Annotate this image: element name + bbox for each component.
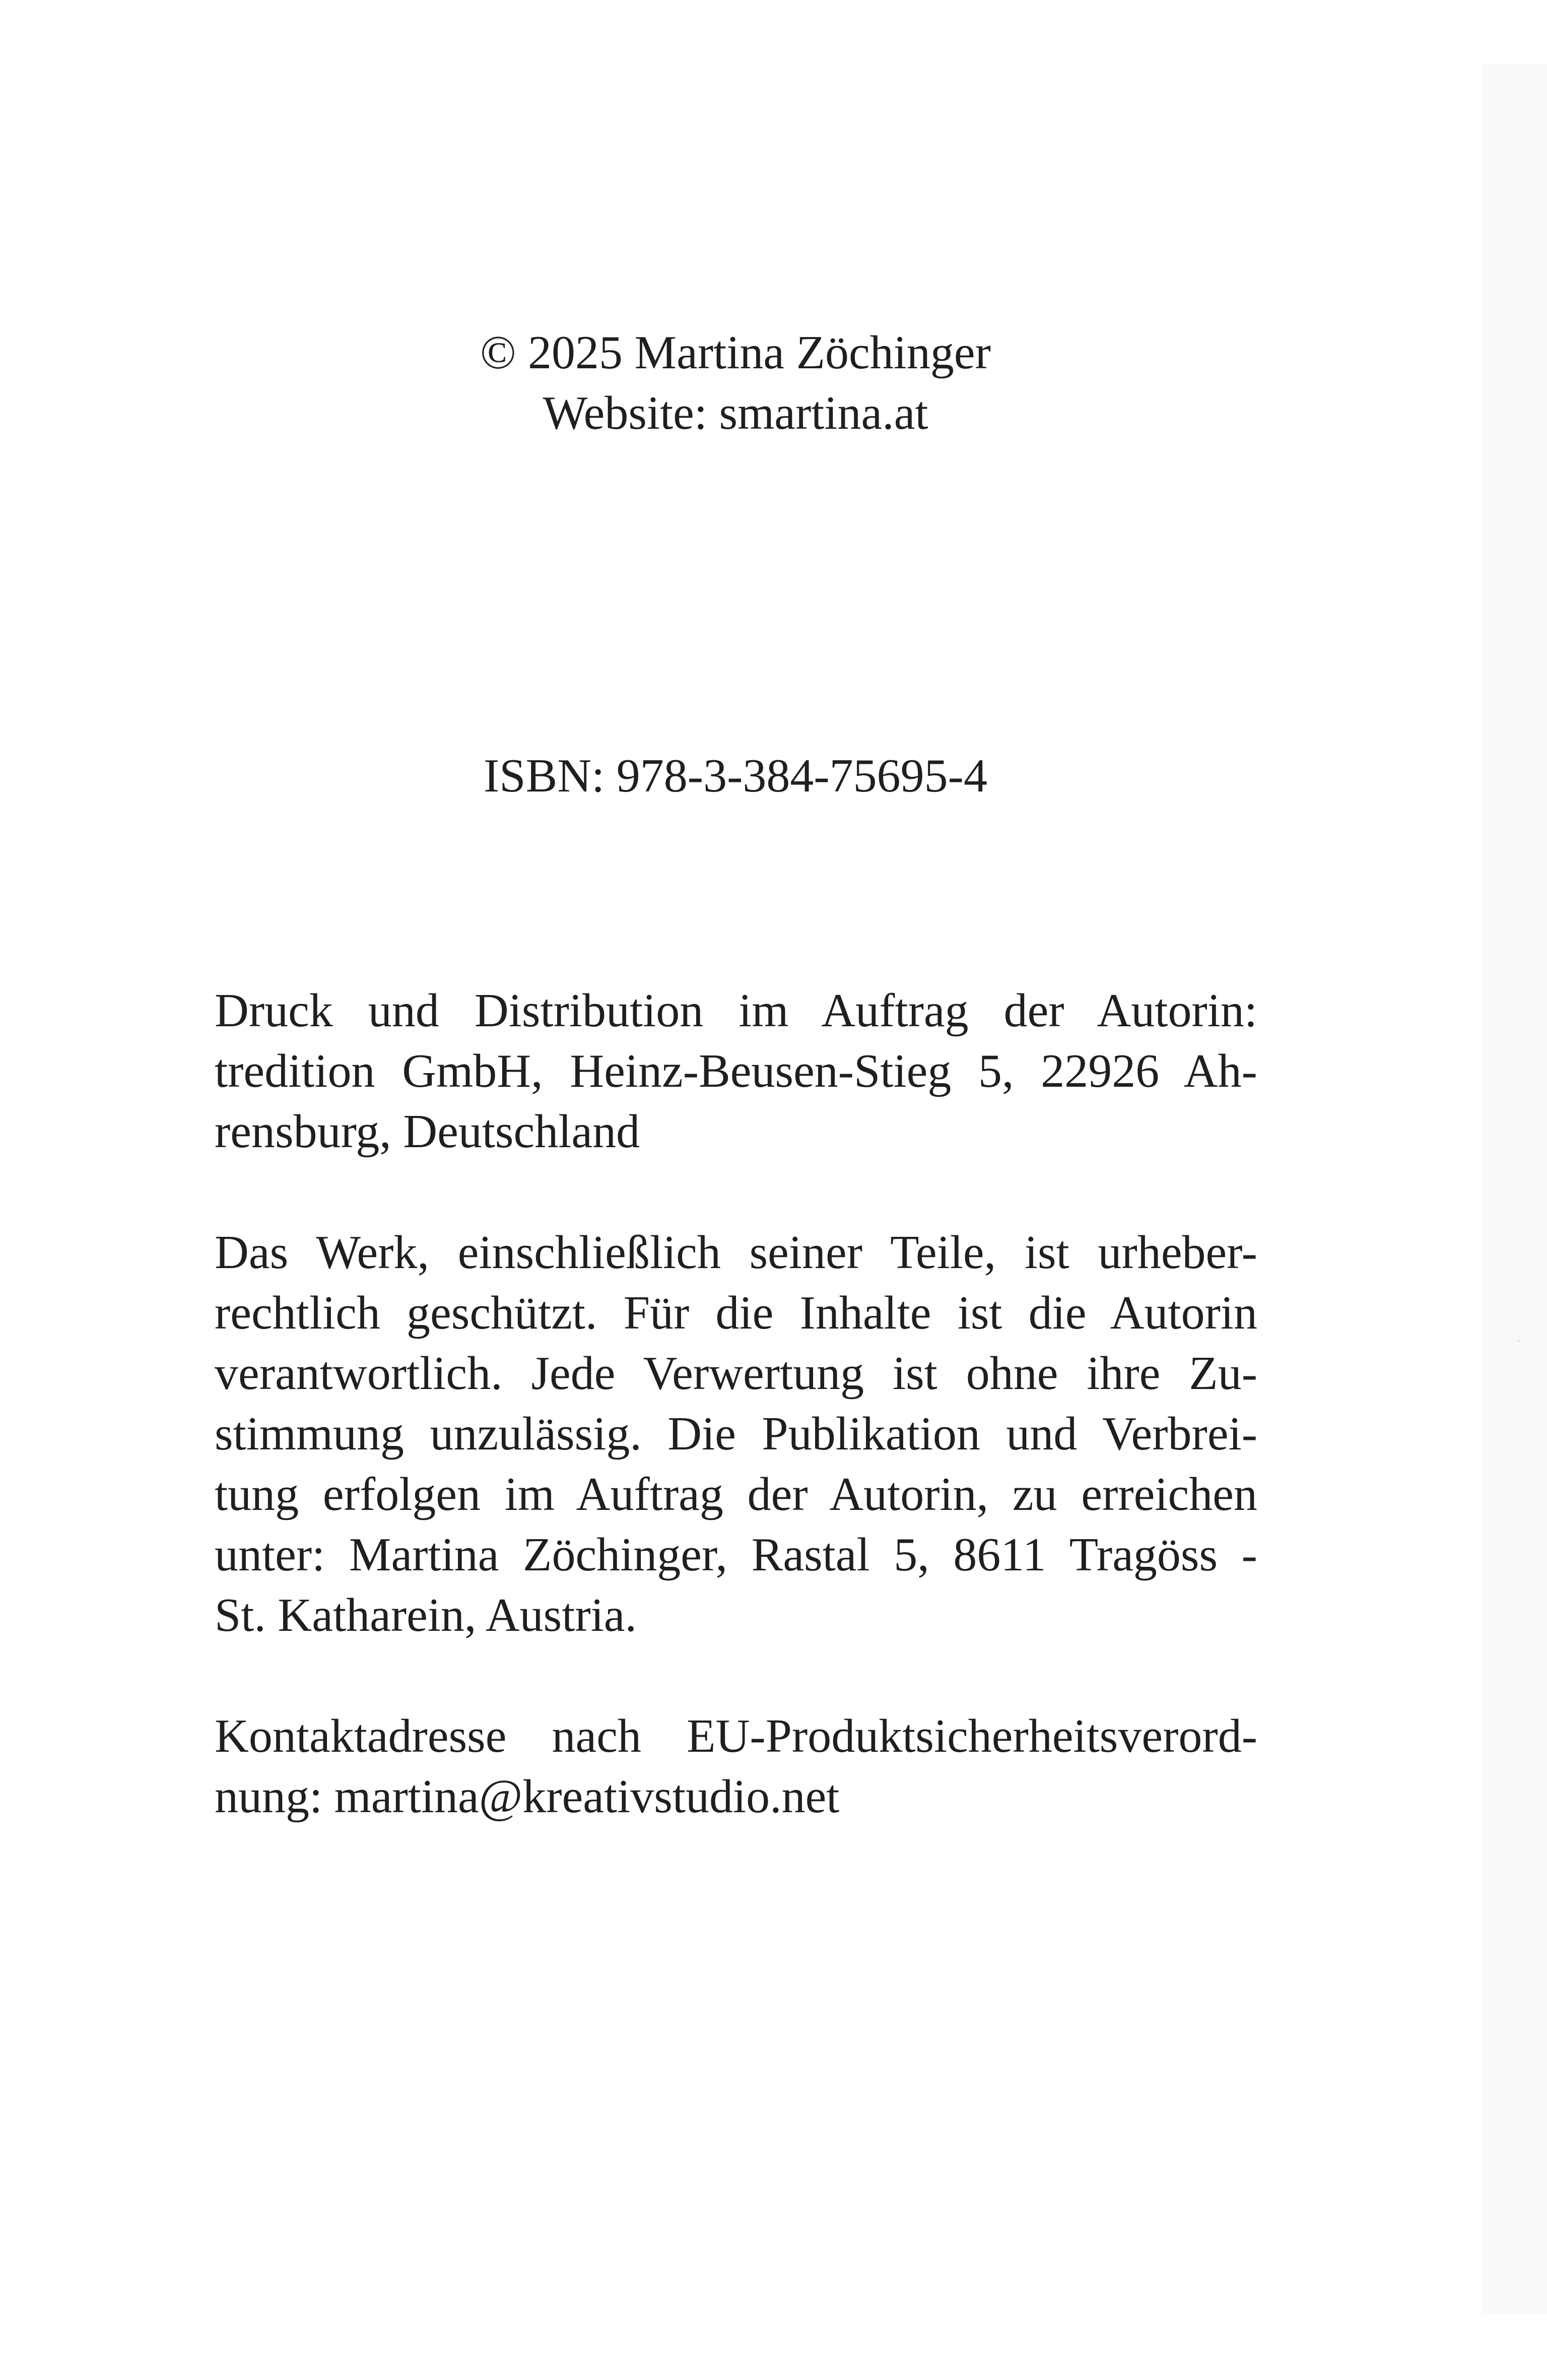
notice-line: tung erfolgen im Auftrag der Autorin, zu erreichen	[215, 1468, 1257, 1520]
contact-line: nung: martina@kreativstudio.net	[215, 1770, 840, 1823]
print-line: rensburg, Deutschland	[215, 1105, 640, 1158]
page-edge-strip	[1482, 63, 1547, 2313]
website-line: Website: smartina.at	[543, 387, 928, 439]
copyright-notice-paragraph	[215, 1222, 1257, 1645]
print-line: tredition GmbH, Heinz-Beusen-Stieg 5, 22926 Ah-	[215, 1045, 1257, 1097]
notice-line: Das Werk, einschließlich seiner Teile, ist urheber-	[215, 1226, 1257, 1279]
copyright-line: © 2025 Martina Zöchinger	[480, 326, 991, 379]
contact-paragraph	[215, 1706, 1257, 1827]
print-distribution-paragraph	[215, 980, 1257, 1162]
notice-line: stimmung unzulässig. Die Publikation und Verbrei-	[215, 1408, 1257, 1460]
notice-line: rechtlich geschützt. Für die Inhalte ist die Autorin	[215, 1287, 1257, 1339]
notice-line: verantwortlich. Jede Verwertung ist ohne ihre Zu-	[215, 1347, 1257, 1400]
notice-line: St. Katharein, Austria.	[215, 1589, 637, 1641]
isbn-line: ISBN: 978-3-384-75695-4	[484, 750, 987, 802]
print-line: Druck und Distribution im Auftrag der Autorin:	[215, 984, 1257, 1037]
contact-line: Kontaktadresse nach EU-Produktsicherheitsverord-	[215, 1710, 1257, 1762]
notice-line: unter: Martina Zöchinger, Rastal 5, 8611 Tragöss -	[215, 1529, 1257, 1581]
page-edge-mark	[1518, 1340, 1520, 1342]
